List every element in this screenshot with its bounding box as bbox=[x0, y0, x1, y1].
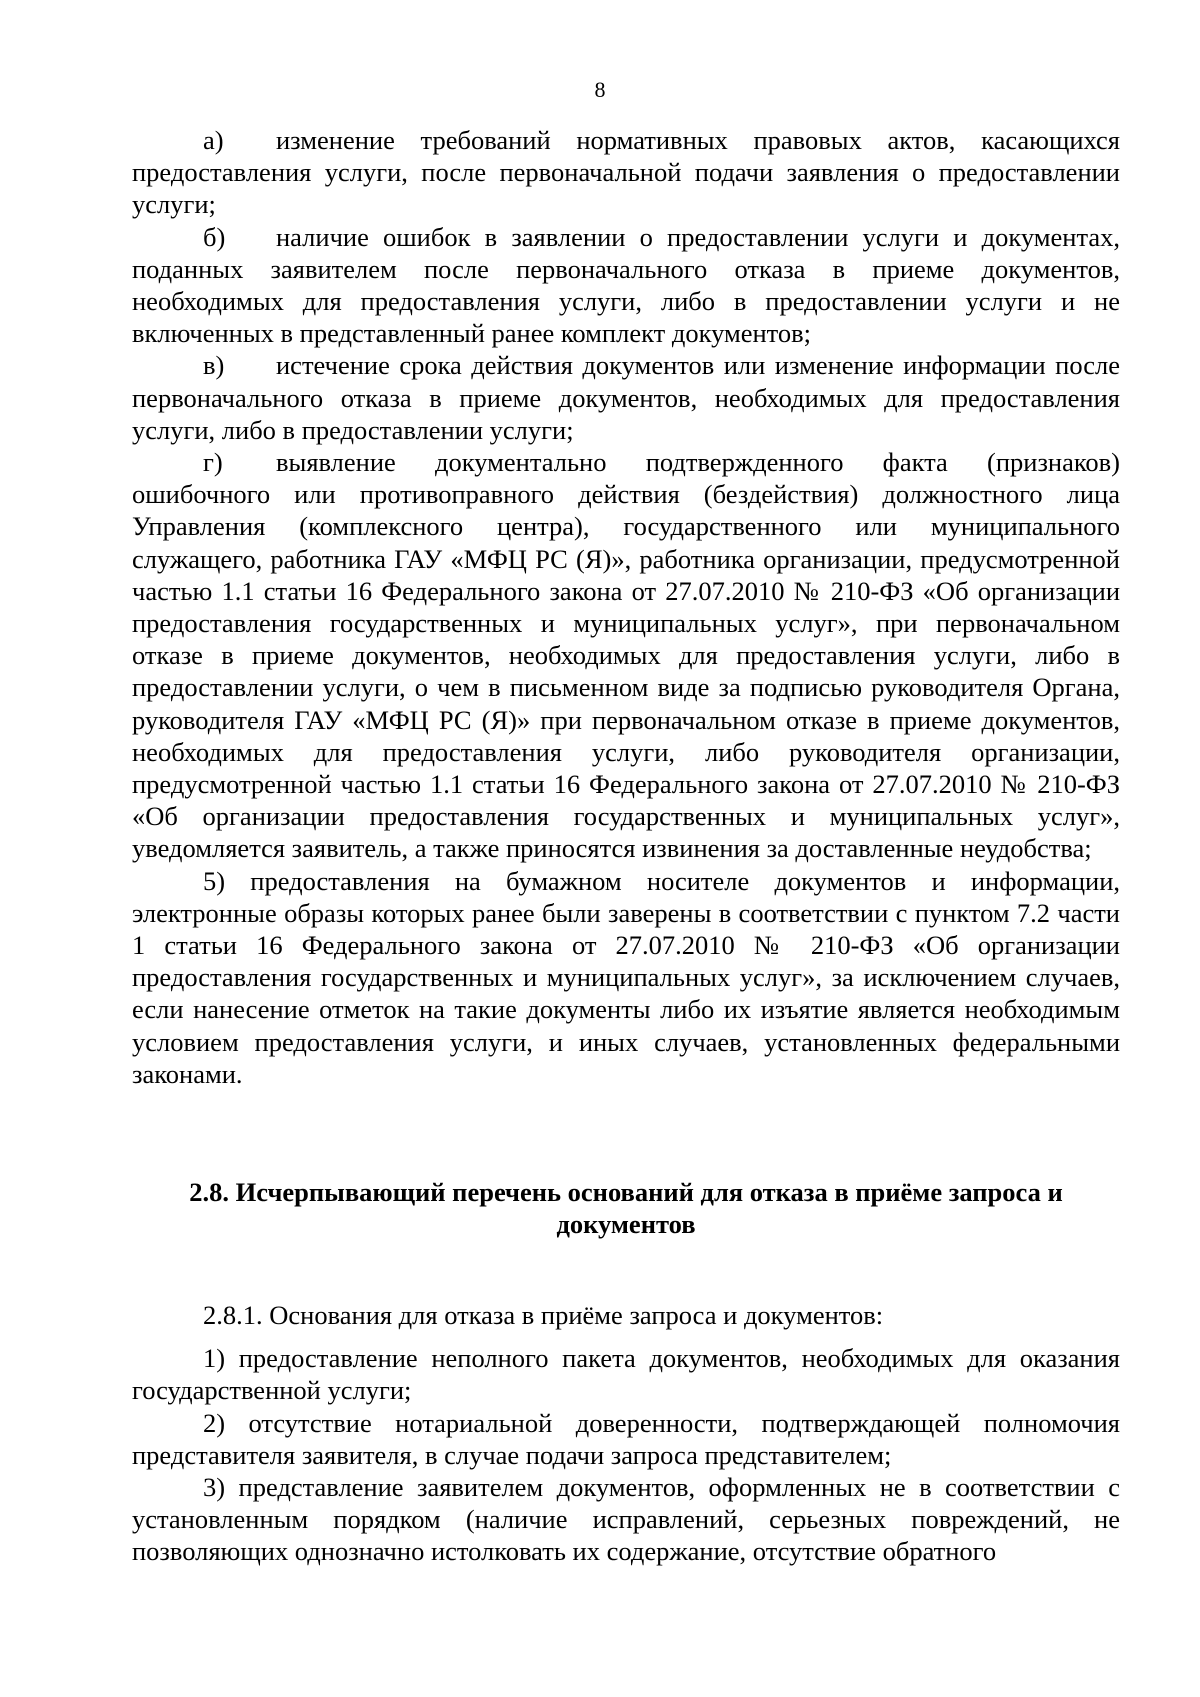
list-item-a bbox=[132, 124, 1120, 221]
ground-item-2: 2) отсутствие нотариальной доверенности, подтверждающей полномочия представителя заявителя, в случае подачи запроса представителем; bbox=[132, 1407, 1120, 1470]
paragraph-5: 5) предоставления на бумажном носителе документов и информации, электронные образы которых ранее были заверены в соответствии с пунктом 7.2 части 1 статьи 16 Федерального закона от 27.07.2010 № 210-ФЗ «Об организации предоставления государственных и муниципальных услуг», за исключением случаев, если нанесение отметок на такие документы либо их изъятие является необходимым условием предоставления услуги, и иных случаев, установленных федеральными законами. bbox=[132, 865, 1120, 1089]
list-item-marker: г) bbox=[203, 447, 223, 478]
section-heading bbox=[140, 1176, 1112, 1240]
refusal-grounds-block bbox=[132, 1299, 1120, 1568]
list-item-text: выявление документально подтвержденного факта (признаков) ошибочного или противоправного действия (бездействия) должностного лица Управления (комплексного центра), государственного или муниципального служащего, работника ГАУ «МФЦ РС (Я)», работника организации, предусмотренной частью 1.1 статьи 16 Федерального закона от 27.07.2010 № 210-ФЗ «Об организации предоставления государственных и муниципальных услуг», при первоначальном отказе в приеме документов, необходимых для предоставления услуги, либо в предоставлении услуги, о чем в письменном виде за подписью руководителя Органа, руководителя ГАУ «МФЦ РС (Я)» при первоначальном отказе в приеме документов, необходимых для предоставления услуги, либо руководителя организации, предусмотренной частью 1.1 статьи 16 Федерального закона от 27.07.2010 № 210-ФЗ «Об организации предоставления государственных и муниципальных услуг», уведомляется заявитель, а также приносятся извинения за доставленные неудобства; bbox=[132, 447, 1120, 864]
grounds-list-block bbox=[132, 124, 1120, 1090]
list-item-text: наличие ошибок в заявлении о предоставлении услуги и документах, поданных заявителем после первоначального отказа в приеме документов, необходимых для предоставления услуги, либо в предоставлении услуги и не включенных в представленный ранее комплект документов; bbox=[132, 221, 1120, 349]
list-item-text: истечение срока действия документов или изменение информации после первоначального отказа в приеме документов, необходимых для предоставления услуги, либо в предоставлении услуги; bbox=[132, 350, 1120, 445]
page-number: 8 bbox=[594, 77, 606, 102]
list-item-marker: б) bbox=[203, 221, 226, 252]
list-item-v bbox=[132, 349, 1120, 446]
subsection-title: 2.8.1. Основания для отказа в приёме запроса и документов: bbox=[203, 1300, 884, 1330]
ground-item-3: 3) представление заявителем документов, оформленных не в соответствии с установленным порядком (наличие исправлений, серьезных повреждений, не позволяющих однозначно истолковать их содержание, отсутствие обратного bbox=[132, 1472, 1120, 1567]
list-item-marker: в) bbox=[203, 350, 225, 381]
list-item-text: изменение требований нормативных правовых актов, касающихся предоставления услуги, после первоначальной подачи заявления о предоставлении услуги; bbox=[132, 125, 1120, 220]
section-heading-line-2: документов bbox=[556, 1209, 696, 1239]
list-item-marker: а) bbox=[203, 125, 224, 155]
section-heading-line-1: 2.8. Исчерпывающий перечень оснований для отказа в приёме запроса и bbox=[189, 1177, 1063, 1207]
list-item-g bbox=[132, 446, 1120, 865]
list-item-b bbox=[132, 221, 1120, 350]
ground-item-1: 1) предоставление неполного пакета документов, необходимых для оказания государственной услуги; bbox=[132, 1343, 1120, 1406]
